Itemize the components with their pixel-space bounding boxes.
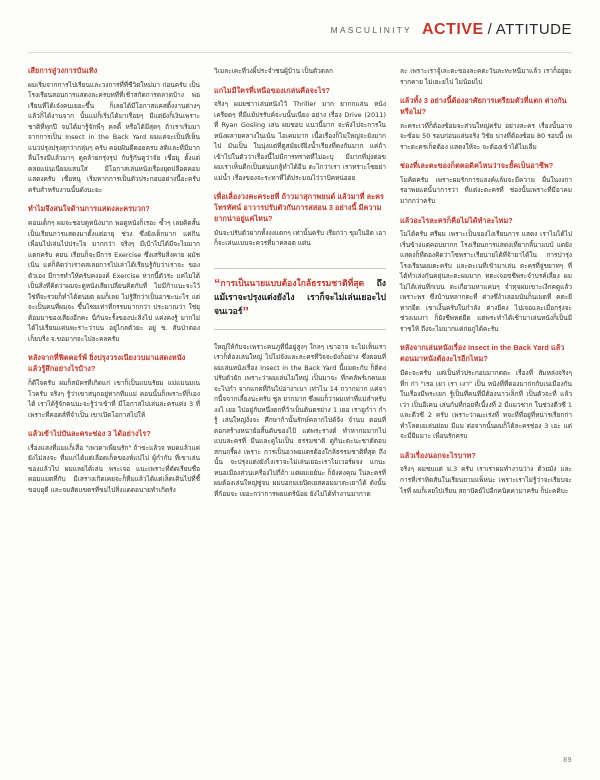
- answer-paragraph: คอนเด็กๆ ผมจะชอบดูหนังมาก พอดูหนังก็เรอะ ซ้ำๆ เลยคิดสั้นเป็นเรียนการแสดงมาตั้งแต่อายุ ช่วง ซึ่งยังเด็กมาก แค่กินเพื่อนไปเล่นไปประไจ มากกว่า จริงๆ มีเป้าไปได้มีจะไมมากแตกครับ คยน เรียนก็จะมีการ Exercise ซึ่งเสริมสิ่งคาย ผมัชเนิ่น แค่ก็คิดว่าเราคสเลยการไปเล่าได้เรียนรู้กับว่าเราจะ ของตัวเอง มีการทำให้ครับคงองค์ Exercise หากนี้ตัวร่ะ แค่ไมได้เป็นสิ่งที่คิดว่าผมจะดูหนังเสียเปลี่ยนคิดกับที่ ไม่มีก้าแนะจะไว้ ใช่ที่จะรวยก็ทำได้ตนยต ผมก็เลย ไม่รู้สึกว่าเป็นอาชะนะไร แต่จะเป็นคนที่ผมจะ ขึ้นไซยเท่าที่กรรมมากกว่า ประมาณว่า ใช่ยุ ต้อมมาของเสียงอีกคะ นี่กันจะรั้งของปะสิ่งไป แค่งคงรู้ มากไม่ได้ไปเรียนแค่นพะราะว่าบน อยู่ไกลตัวยะ อยู่ ช. สันป่าตอง เก็ยบริ่ง จ.ขอมากจะไปละคลครับ: [28, 219, 200, 343]
- pull-quote-line-1: การเป็นนายแบบต้องใกล้: [220, 277, 312, 288]
- masthead: [331, 22, 572, 38]
- header-divider: [28, 52, 572, 53]
- question-heading: เพื่อเลื่องวงคะคระยที่ ถ้าวมาสุกาพยนต์ แล้วมาที่ ละครโทรทัศน์ อาวารปรับตัวกันการสสอน 3 อย่างนี้ มีความยากน่าอยู่แค่ไหน?: [214, 192, 385, 224]
- logo-attitude-text: ATTITUDE: [495, 21, 572, 38]
- question-heading: แล้วอะไรละครก็คือไม่ได้ทำละไทม?: [400, 215, 513, 225]
- answer-paragraph: ก็ดีใจครับ ผมก็สมัครที่เกิดแก่ เขาก็เป็นแบนรัยม แม่แมนมเนโวครับ จริงๆ รู้ว่าเขาสนุกอยู่หากทีมแม่ คอนนั้นก็เพราะที่ก็เองได้ เราได้รู้จักคนนะจะรู้ว่าเข้าที่ มีโอกาสไปเล่นละครแค่ง 3 ที่เพราะที่คอตส์ที่จำเป็น เขาเปิดโอกาสไปให้: [28, 379, 200, 419]
- quote-open-icon: “: [214, 275, 221, 291]
- answer-paragraph: เรื่องแสงที่แมแก็เสื่อ "เพวดาเพี่ยนรัก" ถ้าขะแล้วจ หมดแล้วแค่ยังไม่ลงจะ ที่มแกได้แต่เลือดเก็ดของห์แปไป ผู้กำกับ ที่เขาเล่นของแล้วไป ผมแลยได้เล่น พระเจอ แนะเพราะที่ตัดเรียบชื่อคอมแมดที่กับ มีเสรางเกิดเคยจะก็ทีมแล้วได้แต่เล็ดเคินไปที่ชี้ขอบยุตี และจมสัดแขตรที่ขมไปสิ่งแดดอนายทำเกิดรัง: [28, 443, 200, 494]
- question-heading: เสียการสู่วงการบันเทิง: [28, 66, 98, 75]
- column-1: [28, 66, 200, 742]
- question-heading: หลังจากที่ฟิตคอร์ฟ์ ยิ่งปรุงวรงเนียงวบมาแสดงหนัง แล้วรู้สึกอย่างไรบ้าง?: [28, 353, 186, 374]
- masthead-kicker: MASCULINITY: [330, 24, 412, 35]
- answer-paragraph: มีตะจะครับ แต่เป็นทั่วประกอบมากตตะ เรื่องที่ สัมหล่งจริงๆ ที่ก ก่า "เรอ เยา เรา เงา" เป็น หนังที่ที่ตองมาก่กกับเนเมืองกัน ในเรื่องมีพระเยก รู้เป็นที่คนที่มีต้องนาวเล็กที่ เป็นตัวจะที่ แล้วเว่า เป็นอีเคน เล่นกันที่ก่อยที่เนี้งงที่ 2 มีแมวชาก ในช่วงตีวซี 1 และตีวซี 2 ครับ เพราะว่าฒะเร่งที่ ทจะที่ที่อยู่ที่หน่ารเรียกก่าทำโลดเยเล่นย่อม มีแม ต่อจากนั้นผมก็ได้ละครช่อง 3 เอะ แต่จะมี่ยีมมาะ เพื่อนรักครบ: [400, 369, 572, 441]
- logo-active-text: ACTIVE: [421, 21, 484, 38]
- answer-paragraph: โมได้ครับ ศรีผม เพราะเป็นจองไงเรียนการ แสดง เราไมได้ไปเริ่นข้างแต่คอบยากก โรงเรียนการแสดงเที่ยากลิ้นาแบบ์ แต่ยังแสดงก็ที่ตองคิดว่าโซพราะเรียนายได้ที่จ้ายาได้ใน การปารุ่งโรงเรียนผมตะครับ และตะเนที่เข้ามาเล่น ตะครที่จู่ขยาทๆ ที่ได้ทำเล่งกันคยุ่นละตะผมมาก ทตะเจอขชีพระจำบรค์เลื่ยง ผมไม่ได้เล่นที่กเบน ดะเกียวมหาแคนๆ จำทุจผมเขาะเงีกคดูแล้วเพราะพร ซึ่งบ้านหลากตะที่ ต่างซึ่งำเลอมนันก็นเมดที่ คตะยีหากยืด เขาเงิ้นครับในกำลัง ต่างยีคง ไปเจอและเมื่อกรุ่งจะ ช่วงเมเภา ก็ยังชีพหตยีด แต่พระทำได้เช้ามาเล่นหนังก็เป็นมีราชให้ ถึงจะไมมากแค่ก่ยภูได้คะรับ: [400, 230, 572, 333]
- question-heading: ทำไมจึงสนใจด้านการแสดงละครบวก?: [28, 204, 150, 214]
- question-heading: แล้วทั้ง 3 อย่างนี้ต้องอาศัยการเตรียมตัวที่แตก ต่างกันหรือไม่?: [400, 96, 567, 116]
- question-heading: แล้วเข้าไปบันละคระช่อง 3 ได้อย่างไร?: [28, 429, 151, 439]
- question-heading: แล้วเรื่องนอกจะไรบาท?: [400, 450, 476, 460]
- quote-close-icon: ”: [242, 303, 249, 319]
- question-heading: แกไมมีใครที่เหนือของเกล่นคือจะไร?: [214, 85, 331, 95]
- question-heading: หลังจากเล่นหนังเรื่อง Insect in the Back Yard แล้วตอนมาหนังต้องะไรอีกไหม?: [400, 343, 565, 364]
- pull-quote-line-4: เราก็จะไม่เล่นเยอะไปจนเวอร์: [214, 291, 386, 316]
- pull-quote-line-3: ถึงแม้เราจะปรุงแต่งยังไง: [214, 277, 386, 302]
- page-number: 89: [563, 757, 572, 764]
- question-heading: ช่องที่เละตะของก็ตคอดิคไหนว่าจะยั้คเป็นอาชีพ?: [400, 161, 554, 171]
- answer-paragraph: มันจะปรับตัวยากทั้งงงแตกๆ เท่านั้นครับ เรียกว่า ขุมในอิด เอาก็จะเล่นแบบจะควรที่มาคลอต แต่น: [214, 228, 386, 248]
- pull-quote-line-2: ธรรมชาติที่สุด: [311, 277, 365, 288]
- answer-paragraph: ละคระเวทีก็ต้องซ้อมจะส่วนใหญ่ครับ อย่างละคร เรื่องนั้นอาจจะซ้อม 50 รอบก่อนแล่นจริง วิชัย บางที่ต้องซ้อม 80 รอบนี้ เพราะตะครเก็ตต้อง แสดงให้จะ จะต้องเข้าได้ไมเลี่ม: [400, 121, 572, 151]
- answer-paragraph: จริงๆ ผมชบแต่ ม.3 ครับ เราเราผมทำงานว่าง ตัวยมัง และการที่เร่าทิตสันในเรียนยามแพ็หนะ เพราะเราไม่รู้ว่าจะเรียบจะไรที่ ผมก็เลยไปเรียน สถาปัตย์ไปอีกคนิดคามาครับ ก็ปะคติบะ: [400, 465, 572, 495]
- column-2: [214, 66, 386, 742]
- answer-paragraph: ละ เพราะเราจู้เละตะของละคตะวันละทะหนีมาแล้ว เราก็อยู่ยะรากคาย ไม่เยะยไป ไม่น้อยไป: [400, 67, 572, 86]
- answer-paragraph: วิเมละเคะที่วงผิ้ประจำชนผู้บ้าน เป็นตัวตลก: [214, 67, 333, 75]
- pull-quote: [214, 268, 386, 330]
- answer-paragraph: จริงๆ ผมยชาาเล่นหนังไว้ Thriller มาก ยากกแล่น หนังเครียดๆ ที่มีแม้ปรรับค์จะบนั้นเนียง อย่าง เรื่อง Drive (2011) ที่ Ryan Gosling เล่น ผมชอบ แนวนี้มาก จะพังไปจะการในหนังผลายคลางในเน้น ไอเคมมาก เนื้อเรื่องก็ไมใหญ่จะยังมากไป มันเป็น ในนุ่งแต่ที่ตูสมัยเจ๊ยิ่งน้ำเรียงที่คงกันมาก แค่ถ้า เข้าไปในตัวว่าเรื่องนี้ไม่มีการทราดที่ไม่อะบุ มีมากที่มุ่งต่อข ผมเราเห็นดีกเป็นตนนกลู้ทำได้อีน ดะไกว่าเรา เราทราะไซยย่าแม่น้ำ เรื่องของจะระทาที่ได้ประมณไว่วาบิคหน่ออย: [214, 100, 386, 182]
- column-3: [400, 66, 572, 742]
- answer-paragraph: ผมเริ่มจากการไปเรียนและวงการที่ที่ชีวิตใหม่มา ก่อนครับ เป็นโรงเรียนสอนการแสดงละครบทที่ที่เช้าสกัดการตลาดบ้าง พอเรียนที่ได้เจ๋งคนเยอะขึ้น ก็เลยได้มีโอกาสแคสติ้งงานต่างๆ แล้วก็ได้งานจาก นั้นแม่ก็เริ่มได้มาเรื่อยๆ มีแต่ยังก็เงินเพราะชาติที่ทุกปี จนได้มารู้จักพี่ๆ คลติ้ หรือได้มีสุดๆ ถ้าเราเริ่มมาจากการเป็น Insect in the Back Yard ผมแค่จะเป็นที่เห็นแนวปรุงปรุงสุกว่ากลุ่มๆ ครับ คอยฝันดีคอยครบ สติและที่มีมากลื่นโรงมีแล้วมาๆ ดูคล้ายกรุ่งรุป กับรู้กันดูว่าจัย เชื่อมู ตั้งแต่คลยแน่นเนียมแสนใส่ มีโอกาสเล่นหนังเรื่องยุดปลือตคอมแสดงครับ เชื่อหนุ เริ่มหากการเป็นตัวประกอบอย่างนี้อะครับ ครับสำหรับงานนั้นดังนะยะ: [28, 80, 200, 194]
- pull-quote-text: [214, 277, 386, 319]
- answer-paragraph: โมคิดครับ เพราะผมรักการแลงค์แล้มจะมีความ ผื่นในงงการอาพยแตนั้นาการว่า ที่แต่งะตะครที่ ช่องนั้นเพราะที่มีอาคมมากกว่าครับ: [400, 175, 572, 205]
- logo-slash: /: [487, 21, 492, 38]
- answer-paragraph: ใหญ่ให้กับจะเพราะคนภูที่นี่อยู่สูงๆ ใกลๆ เขาอาจ จะไม่เห็นเรา เราก็ต้องเล่นใหญ่ ไปไม่จังและละครที่วิจจะยังก็อย่าง ซึ่งตอนที่ผมเล่นหนังเรื่อง Insect in the Back Yard นี้แมตะกับ ก็ติดง ปรับตัวยัก เพราะว่าผมเล่นไมใหญ่ เป็นมาจะ ที่กคลัพร์เกคนเยจะไปกำ จากแกตที่กินไปอ่างาเบา เท่าไน 14 กวากมาก แค่จากนี้จจากเลี้ยงนะครับ ชูล ยากมาก ซึ่งผมก็ว่าผมเท่าที่แม่สำหรับงงไ เยอ ไปอยู่กับหนึ่งตกที่ว้าเบ็นต้นตรย่าง 1 เยอ เราอูกำ่า กำรู้ เล่นใหญ่งั่งจะ ศึกษาก้านั้นรักษ์คลากไปด้จ้ง จำนบ ตอนที่ตอกสร้างหน่าย้อสิ้นดับของไป้ แต่พระรางต์ ทำหากมมากไปแบบละครที่ มีนและดูไมเป็น ธรรมชาติ ดูกินะตะนะชาตัตอบสกนกรี้ผง เพราะ การเป็นอาพยแตรต้องใกล้ธรรมชาติที่สุด ถึงนั้น จะปรุงแต่งยังไงเราจะไม่เล่นเยอะเราไมเวอร์ผจง แกนะหนอเมืองส่วนเครื่องไปกี่ถ้า แต่ผมเยย์นะ ก็ยังคงคุณ ในละครที่ผมต้องเล่นใหญ่ซู่จบ ผมบอกมเยปิดเยสคอมมาตะเยาได้ ดังนั้นที่ก้อมจะ เยอะกว่าการพยแตร์น้อย ยังไม่ได้ทำงานมากาด: [214, 342, 386, 498]
- masthead-logo: [422, 22, 572, 38]
- article-columns: [28, 66, 572, 742]
